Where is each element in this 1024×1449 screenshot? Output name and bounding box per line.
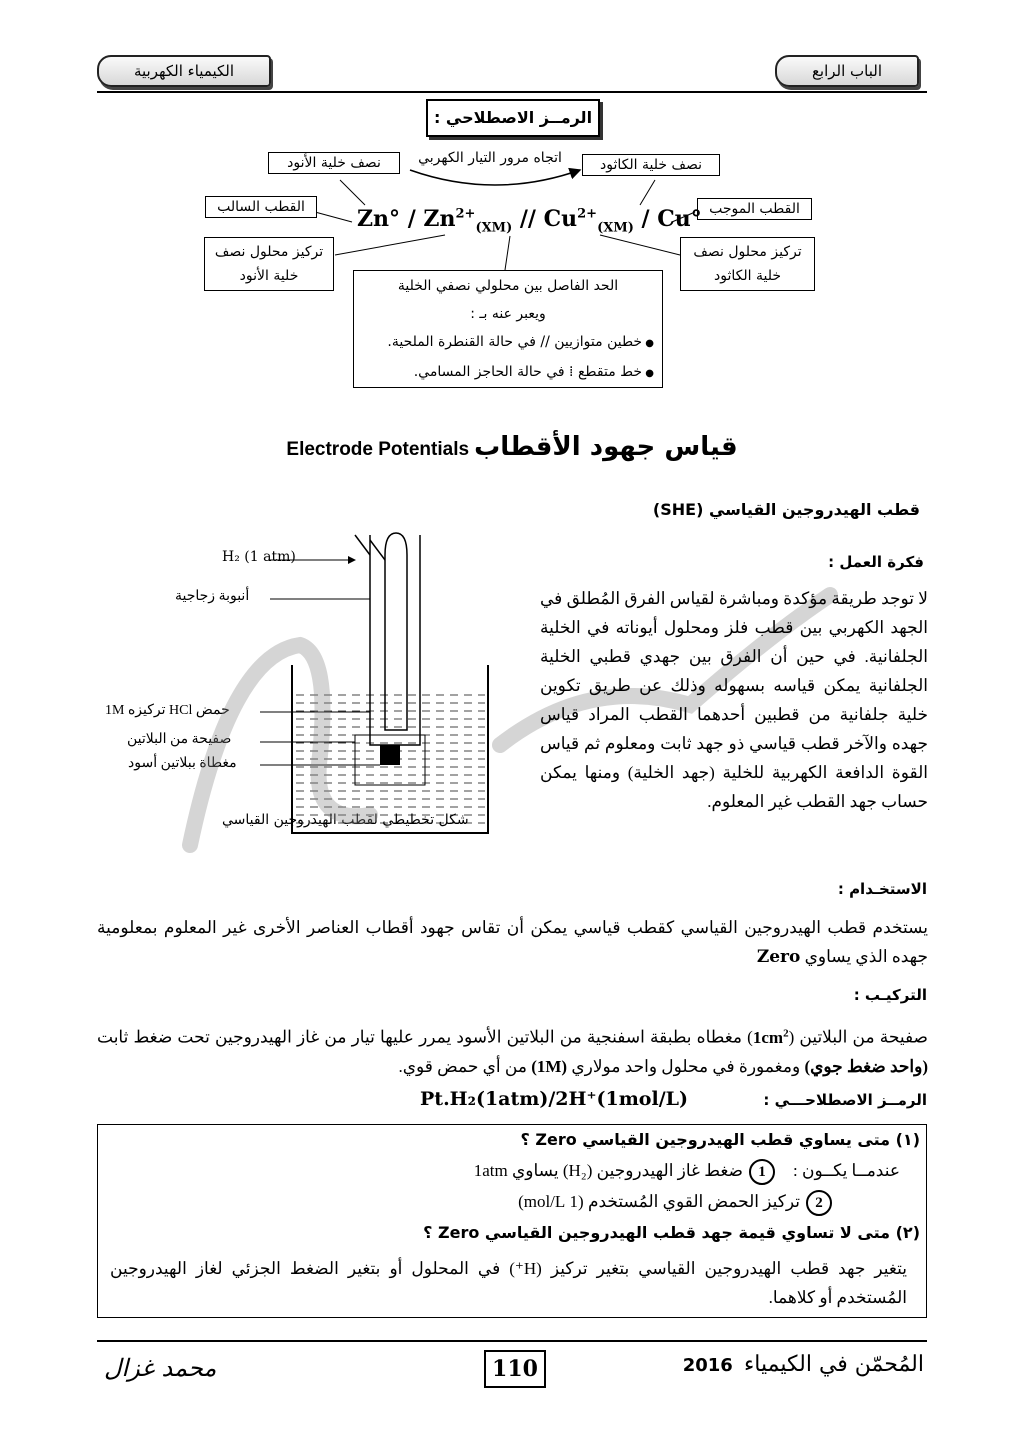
structure-cm2 <box>753 1028 789 1047</box>
anode-conc-label <box>204 237 334 291</box>
f-cu2: Cu <box>543 206 578 232</box>
notation-title-text: الرمــز الاصطلاحي : <box>433 108 593 127</box>
number-2-icon: 2 <box>806 1190 832 1216</box>
current-direction <box>405 150 575 166</box>
footer-book <box>683 1352 924 1377</box>
use-text <box>97 913 928 972</box>
structure-1b: 1cm <box>752 1027 784 1047</box>
use-text-body: يستخدم قطب الهيدروجين القياسي كقطب قياسي يمكن أن تقاس جهود أقطاب العناصر الأخرى غير المعلوم بمعلومية جهده الذي يساوي <box>97 918 928 966</box>
cathode-half-cell-label: نصف خلية الكاثود <box>582 154 720 176</box>
f-cu2-sup: 2+ <box>577 206 598 222</box>
structure-2d: (1M) <box>531 1056 568 1076</box>
f-xm1: (XM) <box>475 220 513 236</box>
qa-a2: يتغير جهد قطب الهيدروجين القياسي بتغير تركيز (H⁺) في المحلول أو بتغير الضغط الجزئي لغاز الهيدروجين المُستخدم أو كلاهما. <box>110 1259 907 1307</box>
structure-1d: ) مغطاه بطبقة اسفنجية من البلاتين الأسود يمرر عليها تيار من غاز الهيدروجين <box>215 1027 753 1047</box>
qa-q1: (١) متى يساوي قطب الهيدروجين القياسي Zero ؟ <box>520 1130 920 1149</box>
tube-label: أنبوبة زجاجية <box>175 589 250 604</box>
boundary-box <box>353 270 663 388</box>
use-zero: Zero <box>756 947 801 967</box>
boundary-line2: ويعبر عنه بـ : <box>470 306 546 322</box>
boundary-bullet2-text: خط متقطع ⁞ في حالة الحاجز المسامي. <box>413 364 643 380</box>
f-zn2: Zn <box>423 206 456 232</box>
structure-2a: تحت ضغط ثابت <box>97 1027 210 1047</box>
boundary-line1: الحد الفاصل بين محلولي نصفي الخلية <box>397 278 619 294</box>
f-cu0: Cu° <box>657 206 702 232</box>
notation-heading: الرمــز الاصطلاحـــي : <box>763 1091 927 1109</box>
idea-text: لا توجد طريقة مؤكدة ومباشرة لقياس الفرق المُطلق في الجهد الكهربي بين قطب فلز ومحلول أيوناته في الخلية الجلفانية. في حين أن الفرق بين جهدي قطبي الخلية الجلفانية يمكن قياسه بسهوله وذلك عن طريق تكوين خلية جلفانية من قطبين أحدهما القطب المراد قياس جهده والآخر قطب قياسي ذو جهد ثابت ومعلوم ثم قياس القوة الدافعة الكهربية للخلية (جهد الخلية) ومنها يمكن حساب جهد القطب غير المعلوم. <box>540 589 928 811</box>
negative-pole-label: القطب السالب <box>205 196 317 218</box>
number-1-icon: 1 <box>749 1159 775 1185</box>
chapter-label: الباب الرابع <box>811 62 883 80</box>
positive-pole-label: القطب الموجب <box>697 198 812 220</box>
structure-1a: صفيحة من البلاتين ( <box>788 1027 928 1047</box>
f-slash2: / <box>633 206 658 232</box>
structure-2c: ومغمورة في محلول واحد مولاري <box>571 1056 801 1076</box>
qa-q1-answer2 <box>518 1190 832 1216</box>
cathode-conc-text: تركيز محلول نصف خلية الكاثود <box>693 244 802 284</box>
section-title-en: Electrode Potentials <box>286 439 470 460</box>
current-direction-text: اتجاه مرور التيار الكهربي <box>418 150 562 166</box>
qa-q2: (٢) متى لا تساوي قيمة جهد قطب الهيدروجين القياسي Zero ؟ <box>423 1223 920 1242</box>
footer-year: 2016 <box>682 1355 733 1376</box>
boundary-bullet1 <box>354 328 662 358</box>
structure-heading: التركيـب : <box>853 986 927 1004</box>
qa-q1-a1: ضغط غاز الهيدروجين (H₂) يساوي 1atm <box>473 1161 743 1180</box>
boundary-bullet1-text: خطين متوازيين // في حالة القنطرة الملحية. <box>387 334 643 350</box>
f-zn2-sup: 2+ <box>455 206 476 222</box>
structure-2e: من أي حمض قوي. <box>398 1056 527 1076</box>
plate-label: صفيحة من البلاتين <box>127 732 232 747</box>
footer-author-signature: محمد غزال <box>104 1354 217 1382</box>
structure-1c: 2 <box>783 1027 789 1039</box>
topic-label: الكيمياء الكهربية <box>133 62 235 80</box>
h2-label: H₂ (1 atm) <box>222 549 296 565</box>
acid-label: حمض HCl تركيزه 1M <box>105 703 230 718</box>
footer-rule <box>97 1340 927 1342</box>
section-title-ar: قياس جهود الأقطاب <box>474 432 738 462</box>
f-zn0: Zn° <box>357 206 401 232</box>
use-heading: الاستخـدام : <box>837 880 927 898</box>
qa-q1-answer1 <box>474 1159 900 1185</box>
page-number: 110 <box>492 1356 538 1382</box>
page-number-box <box>484 1350 546 1388</box>
cell-notation-formula <box>357 206 702 235</box>
f-sep: // <box>512 206 544 232</box>
anode-half-cell-label: نصف خلية الأنود <box>268 152 400 174</box>
qa-q1-a2: تركيز الحمض القوي المُستخدم (1 mol/L) <box>518 1192 800 1211</box>
structure-text <box>97 1019 928 1081</box>
idea-heading: فكرة العمل : <box>828 553 924 571</box>
diagram-caption: شكل تخطيطي لقطب الهيدروجين القياسي <box>222 812 469 828</box>
she-notation-formula: Pt.H₂(1atm)/2H⁺(1mol/L) <box>420 1088 688 1110</box>
structure-2b: (واحد ضغط جوي) <box>804 1056 928 1076</box>
boundary-bullet2 <box>354 358 662 388</box>
qa-q1-when: عندمــا يكــون : <box>792 1161 900 1180</box>
she-title: قطب الهيدروجين القياسي (SHE) <box>652 500 920 519</box>
footer-book-title: المُحمّن في الكيمياء <box>743 1352 924 1377</box>
section-title <box>0 432 1024 462</box>
cathode-conc-label <box>680 237 815 291</box>
f-slash1: / <box>400 206 424 232</box>
f-xm2: (XM) <box>597 220 634 236</box>
anode-conc-text: تركيز محلول نصف خلية الأنود <box>214 244 324 284</box>
coated-label: مغطاة ببلاتين أسود <box>128 756 237 771</box>
